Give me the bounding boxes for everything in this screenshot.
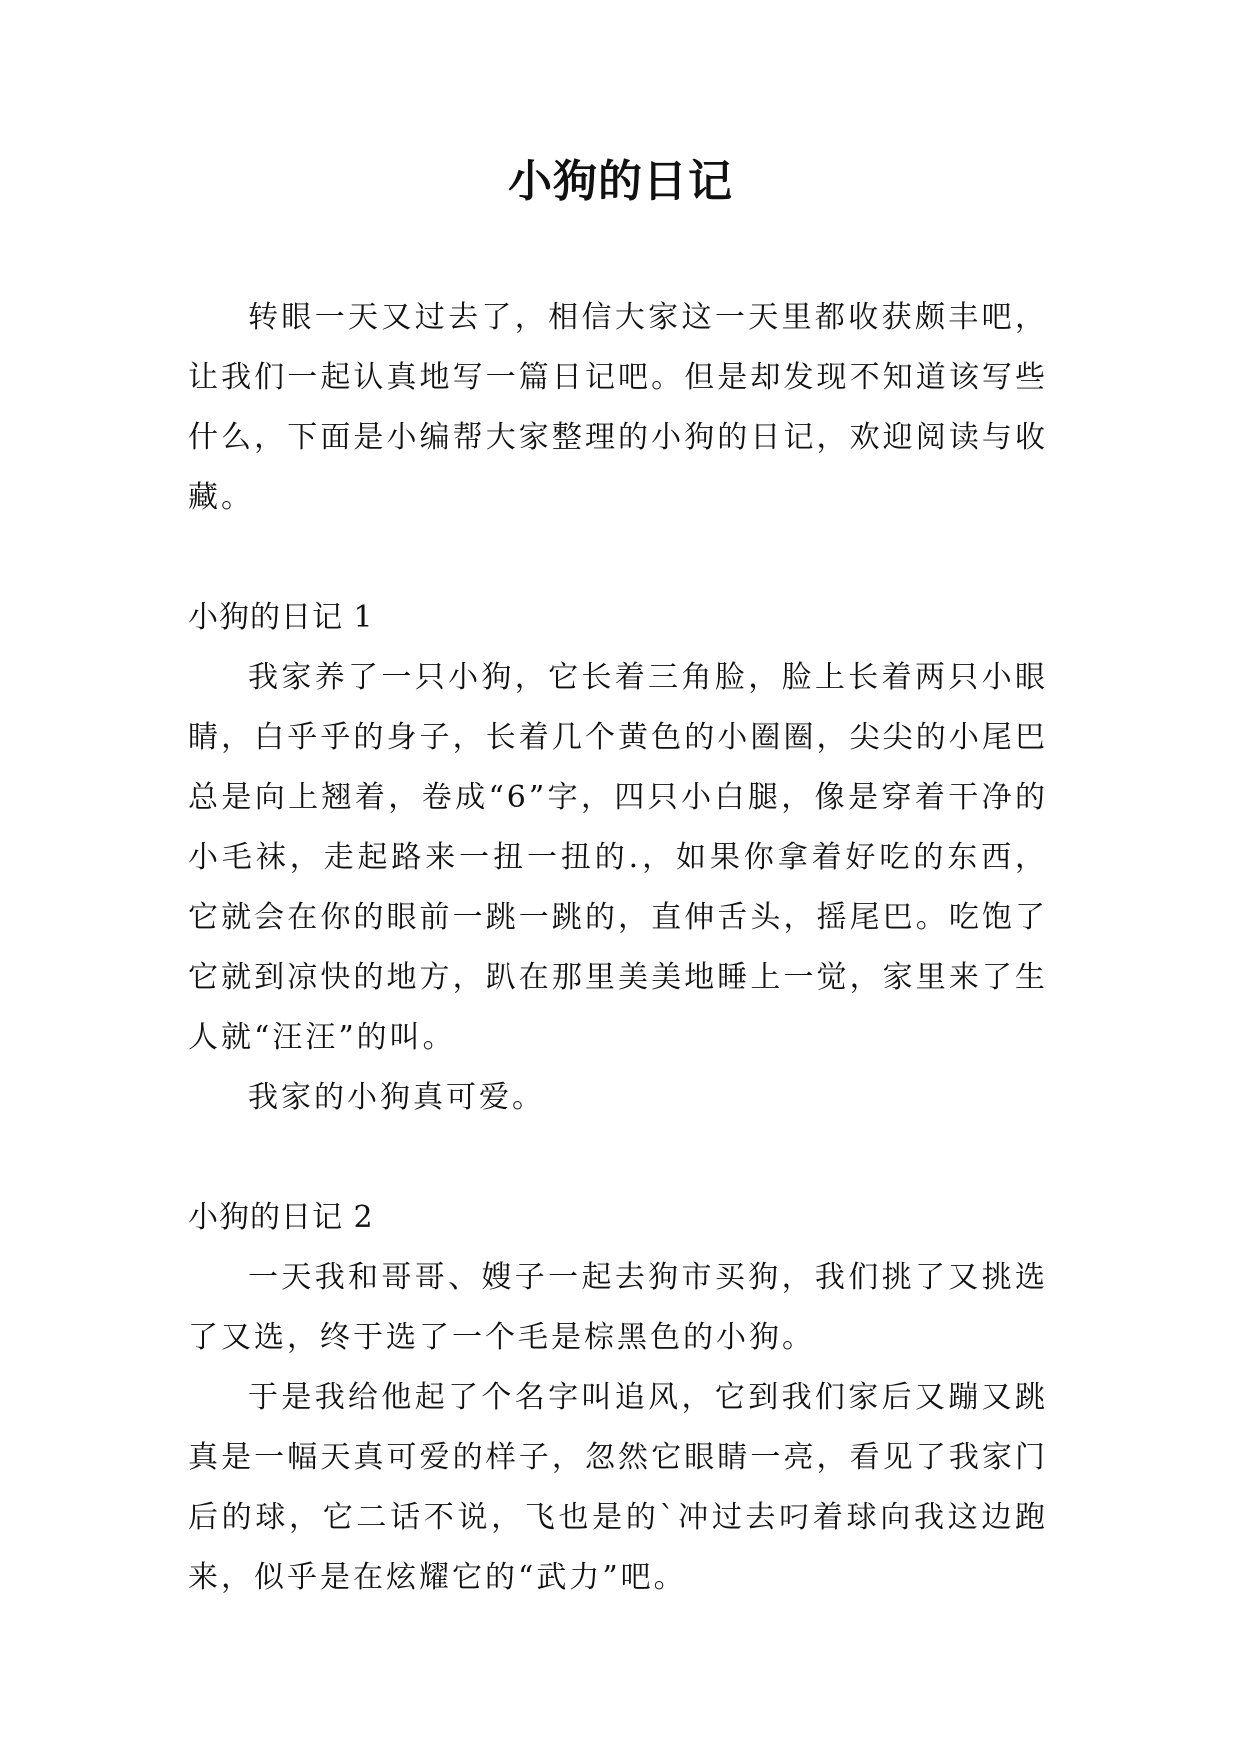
- section-spacer: [188, 1128, 1048, 1188]
- diary-section-2: [188, 1188, 1048, 1608]
- document-body: [188, 288, 1048, 1608]
- document-title: 小狗的日记: [508, 156, 733, 207]
- section-spacer: [188, 528, 1048, 588]
- intro-paragraph: 转眼一天又过去了，相信大家这一天里都收获颇丰吧，让我们一起认真地写一篇日记吧。但是却发现不知道该写些什么，下面是小编帮大家整理的小狗的日记，欢迎阅读与收藏。: [188, 300, 1048, 515]
- section-heading: 小狗的日记 1: [188, 600, 374, 635]
- section-paragraph: 一天我和哥哥、嫂子一起去狗市买狗，我们挑了又挑选了又选，终于选了一个毛是棕黑色的小狗。: [188, 1260, 1048, 1355]
- section-paragraph: 我家养了一只小狗，它长着三角脸，脸上长着两只小眼睛，白乎乎的身子，长着几个黄色的小圈圈，尖尖的小尾巴总是向上翘着，卷成“6”字，四只小白腿，像是穿着干净的小毛袜，走起路来一扭一扭的.，如果你拿着好吃的东西，它就会在你的眼前一跳一跳的，直伸舌头，摇尾巴。吃饱了它就到凉快的地方，趴在那里美美地睡上一觉，家里来了生人就“汪汪”的叫。: [188, 660, 1048, 1055]
- section-paragraph: 于是我给他起了个名字叫追风，它到我们家后又蹦又跳真是一幅天真可爱的样子，忽然它眼睛一亮，看见了我家门后的球，它二话不说，飞也是的`冲过去叼着球向我这边跑来，似乎是在炫耀它的“武力”吧。: [188, 1380, 1048, 1595]
- diary-section-1: [188, 588, 1048, 1128]
- section-heading: 小狗的日记 2: [188, 1200, 374, 1235]
- section-paragraph: 我家的小狗真可爱。: [248, 1080, 545, 1115]
